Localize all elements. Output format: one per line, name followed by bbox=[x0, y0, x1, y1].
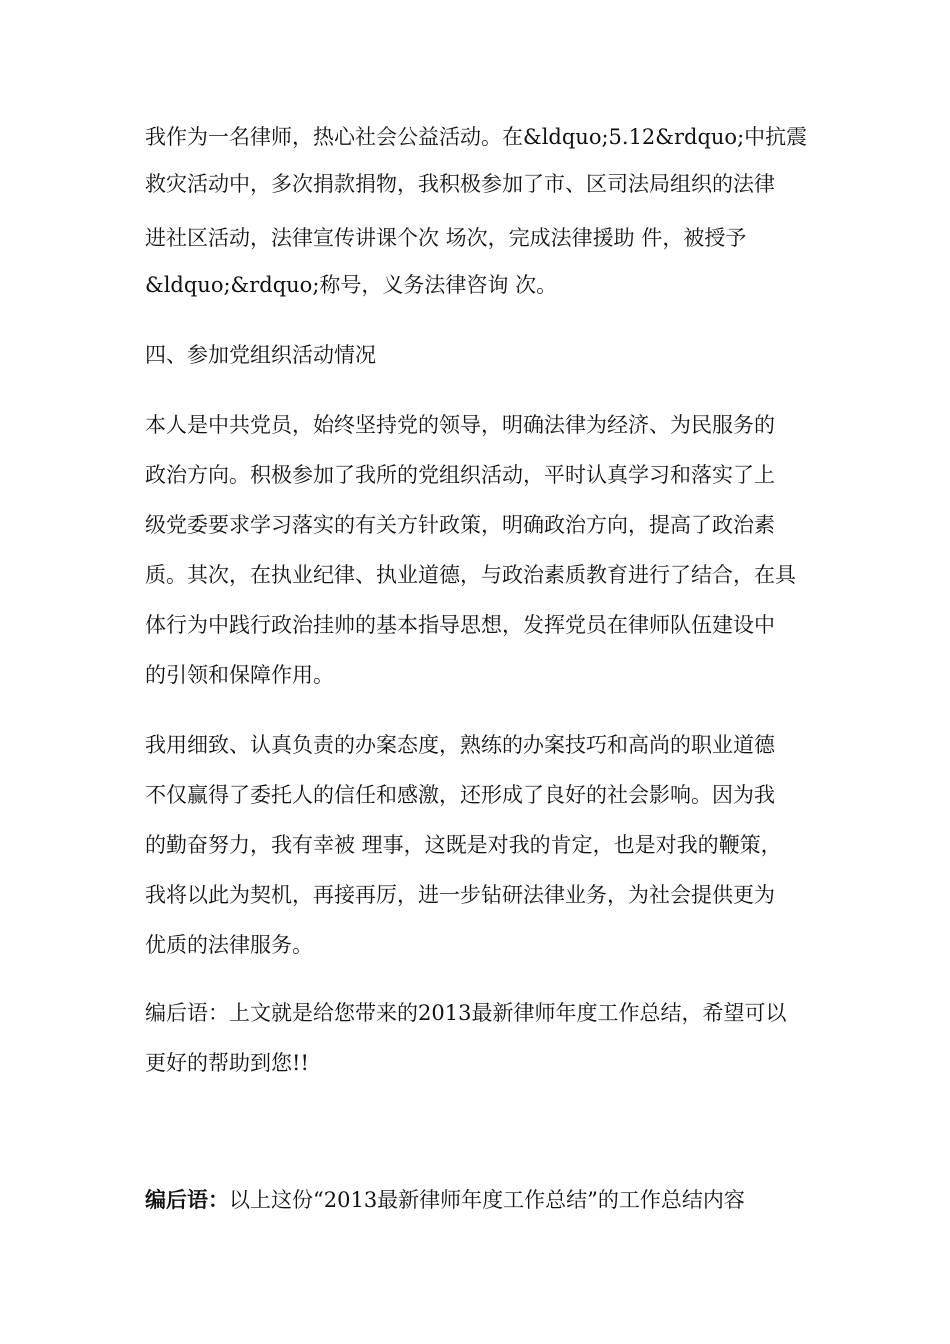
text-line-content: 优质的法律服务。 bbox=[145, 933, 313, 957]
text-line bbox=[145, 1048, 825, 1078]
text-line bbox=[145, 122, 825, 152]
text-line-content: 质。其次，在执业纪律、执业道德，与政治素质教育进行了结合，在具 bbox=[145, 563, 796, 587]
text-line-content: 政治方向。积极参加了我所的党组织活动，平时认真学习和落实了上 bbox=[145, 463, 775, 487]
closing-note-text: 以上这份“2013最新律师年度工作总结”的工作总结内容 bbox=[229, 1188, 745, 1212]
text-line-content: 本人是中共党员，始终坚持党的领导，明确法律为经济、为民服务的 bbox=[145, 413, 775, 437]
text-line-content: 我用细致、认真负责的办案态度，熟练的办案技巧和高尚的职业道德 bbox=[145, 733, 775, 757]
text-line bbox=[145, 1185, 825, 1215]
text-line bbox=[145, 169, 825, 199]
text-line bbox=[145, 410, 825, 440]
text-line-content: 级党委要求学习落实的有关方针政策，明确政治方向，提高了政治素 bbox=[145, 513, 775, 537]
text-line bbox=[145, 270, 825, 300]
text-line-content: 体行为中践行政治挂帅的基本指导思想，发挥党员在律师队伍建设中 bbox=[145, 613, 775, 637]
text-line-content: 我作为一名律师，热心社会公益活动。在&ldquo;5.12&rdquo;中抗震 bbox=[145, 125, 808, 149]
text-line-content: 不仅赢得了委托人的信任和感激，还形成了良好的社会影响。因为我 bbox=[145, 783, 775, 807]
text-line-content: 的引领和保障作用。 bbox=[145, 663, 334, 687]
text-line bbox=[145, 930, 825, 960]
text-line bbox=[145, 780, 825, 810]
text-line bbox=[145, 998, 825, 1028]
closing-note-label: 编后语： bbox=[145, 1187, 229, 1212]
text-line-content: 更好的帮助到您!! bbox=[145, 1051, 309, 1075]
section-heading-text: 四、参加党组织活动情况 bbox=[145, 343, 376, 367]
text-line bbox=[145, 510, 825, 540]
text-line-content: &ldquo;&rdquo;称号，义务法律咨询 次。 bbox=[145, 273, 558, 297]
text-line bbox=[145, 830, 825, 860]
text-line-content: 进社区活动，法律宣传讲课个次 场次，完成法律援助 件，被授予 bbox=[145, 226, 747, 250]
text-line bbox=[145, 660, 825, 690]
text-line bbox=[145, 340, 825, 370]
text-line-content: 的勤奋努力，我有幸被 理事，这既是对我的肯定，也是对我的鞭策， bbox=[145, 833, 782, 857]
text-line bbox=[145, 730, 825, 760]
text-line bbox=[145, 460, 825, 490]
text-line-content: 我将以此为契机，再接再厉，进一步钻研法律业务，为社会提供更为 bbox=[145, 883, 775, 907]
text-line bbox=[145, 560, 825, 590]
text-line bbox=[145, 610, 825, 640]
text-line bbox=[145, 880, 825, 910]
text-line-content: 救灾活动中，多次捐款捐物，我积极参加了市、区司法局组织的法律 bbox=[145, 172, 775, 196]
text-line-content: 编后语：上文就是给您带来的2013最新律师年度工作总结，希望可以 bbox=[145, 1001, 787, 1025]
text-line bbox=[145, 223, 825, 253]
